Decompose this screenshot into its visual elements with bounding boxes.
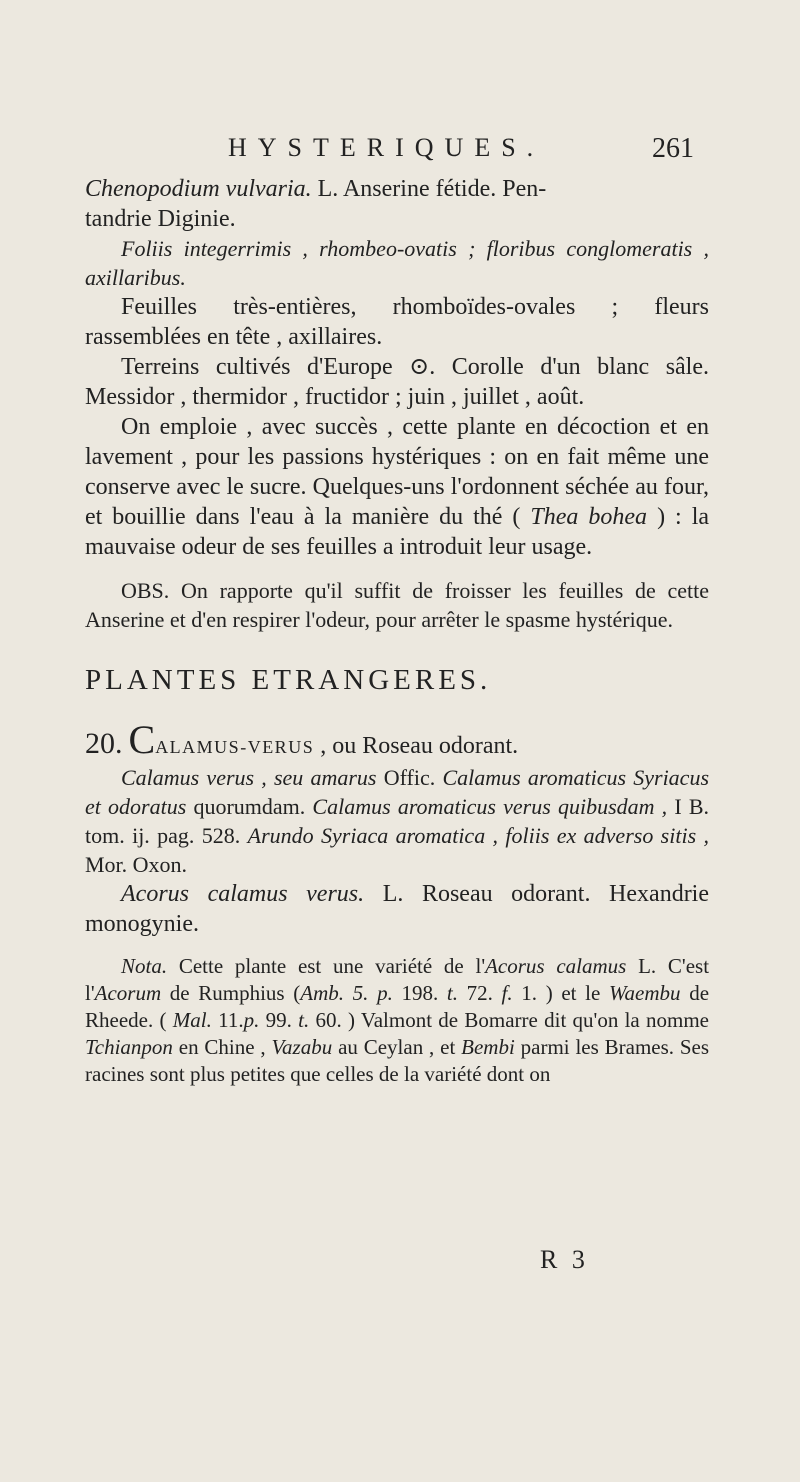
nota-text: au Ceylan , et — [338, 1035, 456, 1059]
species-heading — [85, 174, 709, 234]
page-header — [0, 133, 800, 173]
nota-label: Nota. — [121, 954, 168, 978]
entry-name: ALAMUS-VERUS — [155, 737, 315, 757]
syn-calamus-aromaticus: Calamus aromaticus verus quibusdam , — [312, 794, 668, 819]
entry-heading — [85, 717, 709, 763]
nota-tchianpon: Tchianpon — [85, 1035, 173, 1059]
nota-t: t. — [446, 981, 458, 1005]
nota-bembi: Bembi — [461, 1035, 515, 1059]
nota-t: t. — [298, 1008, 310, 1032]
acorus-name: Acorus calamus verus. — [121, 881, 365, 907]
nota-waembu: Waembu — [608, 981, 681, 1005]
synonyms-paragraph — [85, 763, 709, 879]
nota-p: p. — [243, 1008, 260, 1032]
entry-number: 20. — [85, 727, 123, 760]
nota-acorus: Acorus calamus — [485, 954, 627, 978]
syn-ref-mor: Mor. Oxon. — [85, 852, 188, 877]
nota-text: en Chine , — [178, 1035, 266, 1059]
nota-text: 99. — [265, 1008, 292, 1032]
nota-text: parmi les Brames. Ses racines sont plus petites que celles de la variété dont on — [85, 1035, 710, 1086]
section-title: PLANTES ETRANGERES. — [85, 664, 492, 696]
nota-text: 1. ) et le — [521, 981, 601, 1005]
acorus-paragraph — [85, 879, 709, 939]
latin-desc-line2: conglomeratis , axillaribus. — [85, 236, 709, 290]
nota-f: f. — [501, 981, 513, 1005]
latin-desc-line1: Foliis integerrimis , rhombeo-ovatis ; floribus — [121, 236, 556, 261]
acorus-rest: L. Roseau odorant. Hexandrie monogynie. — [85, 881, 710, 937]
nota-vazabu: Vazabu — [271, 1035, 333, 1059]
nota-text: de Rheede. ( — [85, 981, 710, 1032]
nota-paragraph — [85, 953, 709, 1088]
latin-description — [85, 234, 709, 292]
nota-text: 11. — [218, 1008, 244, 1032]
nota-amb: Amb. 5. p. — [300, 981, 393, 1005]
usage-text-1: On emploie , avec succès , cette plante en décoction et en lavement , pour les passions hystériques : on en fait même une conserve avec le sucre. Quelques-uns l'ordonnent séchée au four, et bouillie dans l'eau à la manière du thé ( — [85, 414, 709, 530]
page-number: 261 — [652, 133, 694, 164]
nota-text: Cette plante est une variété de l' — [178, 954, 486, 978]
species-name: Chenopodium vulvaria. — [85, 176, 312, 202]
species-authority: L. Anserine fétide. Pen- — [317, 176, 547, 202]
nota-acorum: Acorum — [94, 981, 162, 1005]
syn-calamus-verus: Calamus verus , seu amarus — [121, 765, 377, 790]
syn-calamus-syriacus: Calamus aromaticus Syriacus et odoratus — [85, 765, 710, 819]
syn-offic: Offic. — [383, 765, 436, 790]
obs-paragraph: OBS. On rapporte qu'il suffit de froisser les feuilles de cette Anserine et d'en respirer l'odeur, pour arrêter le spasme hystérique. — [85, 578, 709, 632]
page-body — [85, 174, 709, 1088]
species-class: tandrie Diginie. — [85, 206, 236, 232]
habitat-paragraph: Terreins cultivés d'Europe ⊙. Corolle d'un blanc sâle. Messidor , thermidor , fructidor ; juin , juillet , août. — [85, 354, 709, 410]
nota-text: 198. — [401, 981, 439, 1005]
nota-text: L. C'est l' — [85, 954, 710, 1005]
nota-text: 60. ) Valmont de Bomarre dit qu'on la nomme — [315, 1008, 709, 1032]
usage-thea: Thea bohea — [530, 504, 648, 530]
nota-text: de Rumphius ( — [169, 981, 301, 1005]
nota-text: 72. — [466, 981, 493, 1005]
signature-mark: R 3 — [540, 1245, 589, 1274]
usage-paragraph — [85, 412, 709, 562]
running-title: HYSTERIQUES. — [228, 133, 545, 162]
drop-initial: C — [128, 717, 156, 762]
syn-ref-ib: I B. tom. ij. pag. 528. — [85, 794, 709, 848]
syn-quorumdam: quorumdam. — [193, 794, 306, 819]
entry-name-rest: , ou Roseau odorant. — [320, 733, 519, 759]
usage-text-2: ) : la mauvaise odeur de ses feuilles a introduit leur usage. — [85, 504, 710, 560]
french-description: Feuilles très-entières, rhomboïdes-ovales ; fleurs rassemblées en tête , axillaires. — [85, 294, 709, 350]
syn-arundo: Arundo Syriaca aromatica , foliis ex adverso sitis , — [247, 823, 709, 848]
nota-mal: Mal. — [172, 1008, 212, 1032]
